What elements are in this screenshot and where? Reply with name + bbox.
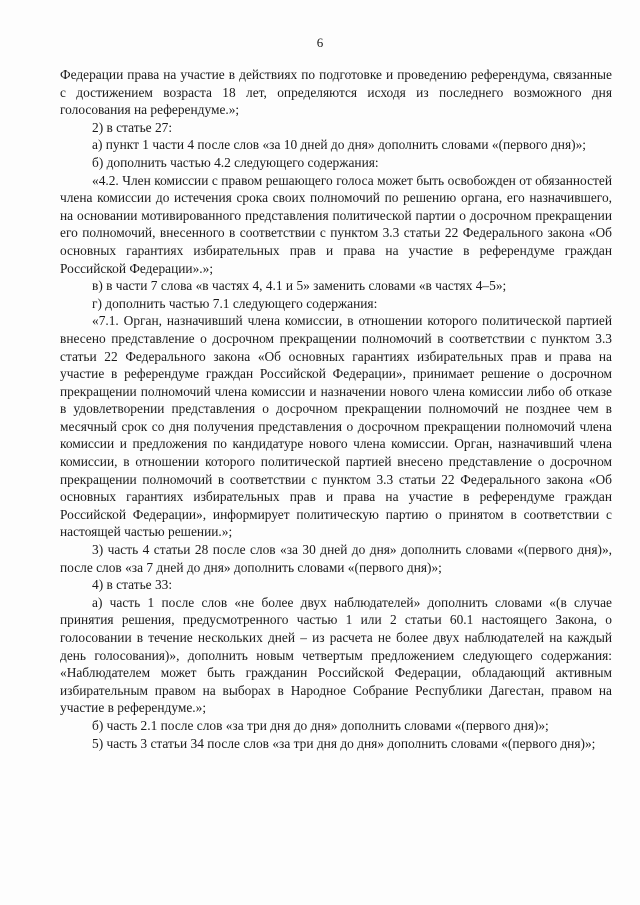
paragraph: «4.2. Член комиссии с правом решающего голоса может быть освобожден от обязанностей члена комиссии до истечения срока своих полномочий по решению органа, его назначившего, на основании мотивированного представления политической партии о досрочном прекращении его полномочий, внесенного в соответствии с пунктом 3.3 статьи 22 Федерального закона «Об основных гарантиях избирательных прав и права на участие в референдуме граждан Российской Федерации».»; <box>60 172 612 276</box>
page-number: 6 <box>316 35 324 50</box>
paragraph: Федерации права на участие в действиях по подготовке и проведению референдума, связанные с достижением возраста 18 лет, определяются исходя из последнего возможного дня голосования на референдуме.»; <box>60 67 612 118</box>
paragraph: в) в части 7 слова «в частях 4, 4.1 и 5» заменить словами «в частях 4–5»; <box>92 278 507 294</box>
paragraph: а) часть 1 после слов «не более двух наблюдателей» дополнить словами «(в случае принятия решения, предусмотренного частью 1 или 2 статьи 60.1 настоящего Закона, о голосовании в течение нескольких дней – из расчета не более двух наблюдателей на каждый день голосования)», дополнить новым четвертым предложением следующего содержания: «Наблюдателем может быть гражданин Российской Федерации, обладающий активным избирательным правом на выборах в Народное Собрание Республики Дагестан, правом на участие в референдуме.»; <box>60 594 612 716</box>
paragraph: 2) в статье 27: <box>92 119 173 135</box>
paragraph: б) часть 2.1 после слов «за три дня до дня» дополнить словами «(первого дня)»; <box>92 717 549 733</box>
paragraph: 5) часть 3 статьи 34 после слов «за три дня до дня» дополнить словами «(первого дня)»; <box>92 735 596 751</box>
paragraph: «7.1. Орган, назначивший члена комиссии, в отношении которого политической партией внесено представление о досрочном прекращении полномочий в соответствии с пунктом 3.3 статьи 22 Федерального закона «Об основных гарантиях избирательных прав и права на участие в референдуме граждан Российской Федерации», принимает решение о досрочном прекращении полномочий члена комиссии и назначении нового члена комиссии либо об отказе в удовлетворении представления о досрочном прекращении полномочий не позднее чем в месячный срок со дня получения представления о досрочном прекращении полномочий члена комиссии и предложения по кандидатуре нового члена комиссии. Орган, назначивший члена комиссии, в отношении которого политической партией внесено представление о досрочном прекращении полномочий в соответствии с пунктом 3.3 статьи 22 Федерального закона «Об основных гарантиях избирательных прав и права на участие в референдуме граждан Российской Федерации», информирует политическую партию о принятом в соответствии с настоящей частью решении.»; <box>60 313 612 540</box>
paragraph: г) дополнить частью 7.1 следующего содержания: <box>92 295 378 311</box>
document-body <box>60 66 612 752</box>
paragraph: б) дополнить частью 4.2 следующего содержания: <box>92 154 379 170</box>
paragraph: 4) в статье 33: <box>92 577 173 593</box>
paragraph: 3) часть 4 статьи 28 после слов «за 30 дней до дня» дополнить словами «(первого дня)», после слов «за 7 дней до дня» дополнить словами «(первого дня)»; <box>60 542 612 575</box>
paragraph: а) пункт 1 части 4 после слов «за 10 дней до дня» дополнить словами «(первого дня)»; <box>92 137 586 153</box>
